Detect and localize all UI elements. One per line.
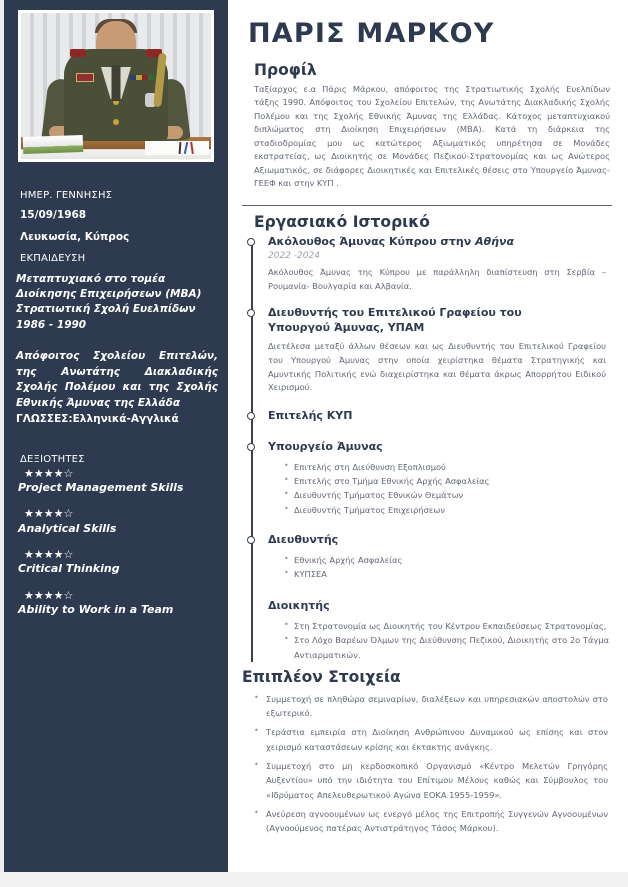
education-degree <box>16 272 218 333</box>
profile-section <box>242 61 612 191</box>
list-item: • ΚΥΠΣΕΑ <box>284 567 612 581</box>
list-item: • Εθνικής Αρχής Ασφαλείας <box>284 553 612 567</box>
extra-section-title: Επιπλέον Στοιχεία <box>242 667 401 686</box>
work-history-title: Εργασιακό Ιστορικό <box>254 212 430 231</box>
main-content <box>228 0 628 872</box>
education-paragraph: Απόφοιτος Σχολείου Επιτελών, της Ανωτάτης Διακλαδικής Σχολής Πολέμου και της Σχολής Εθνικής Άμυνας της Ελλάδα <box>16 349 218 410</box>
birth-heading: ΗΜΕΡ. ΓΕΝΝΗΣΗΣ <box>20 190 113 201</box>
education-line-3: Στρατιωτική Σχολή Ευελπίδων <box>16 303 196 316</box>
list-item: • Διευθυντής Τμήματος Επιχειρήσεων <box>284 503 612 517</box>
birth-place: Λευκωσία, Κύπρος <box>20 231 130 243</box>
timeline-entry <box>268 533 612 581</box>
photo-papers-right <box>145 141 209 155</box>
timeline-role: Διοικητής <box>268 599 330 613</box>
timeline-role: Διευθυντής του Επιτελικού Γραφείου του Υπουργού Άμυνας, ΥΠΑΜ <box>268 305 522 334</box>
education-heading: ΕΚΠΑΙΔΕΥΣΗ <box>20 253 86 264</box>
photo-papers-left <box>23 135 84 154</box>
timeline-dot-icon <box>247 443 255 451</box>
list-item: • Επιτελής στη Διεύθυνση Εξοπλισμού <box>284 460 612 474</box>
skill-label: Project Management Skills <box>18 480 184 494</box>
list-item: • Συμμετοχή στο μη κερδοσκοπικό Οργανισμό «Κέντρο Μελετών Γρηγόρης Αυξεντίου» υπό την ιδιότητα του Επίτιμου Μέλους καθώς και Σύμβουλος του «Ιδρύματος Απελευθερωτικού Αγώνα ΕΟΚΑ 1955-1959». <box>254 759 612 802</box>
list-item: • Στο Λόχο Βαρέων Όλμων της Διεύθυνσης Πεζικού, Διοικητής στο 2ο Τάγμα Αντιαρματικών. <box>284 633 612 662</box>
profile-photo-frame <box>18 10 214 162</box>
work-timeline <box>242 235 612 662</box>
list-item: • Διευθυντής Τμήματος Εθνικών Θεμάτων <box>284 488 612 502</box>
profile-text: Ταξίαρχος ε.α Πάρις Μάρκου, απόφοιτος της Στρατιωτικής Σχολής Ευελπίδων τάξης 1990. Απόφοιτος του Σχολείου Επιτελών, της Ανωτάτης Διακλαδικής Σχολής Πολέμου και της Σχολής Εθνικής Άμυνας της Ελλάδας. Κάτοχος μεταπτυχιακού διπλώματος στη Διοίκηση Επιχειρήσεων (MBA). Κατά τη διάρκεια της σταδιοδρομίας μου ως κατώτερος Αξιωματικός υπηρέτησα σε Μονάδες εκστρατείας, ως Διοικητής σε Μονάδες Πεζικού-Στρατονομίας και ως Ανώτερος Αξιωματικός, σε διάφορες Διοικητικές και Επιτελικές θέσεις στο Υπουργείο Άμυνας-ΓΕΕΦ και στην ΚΥΠ . <box>254 84 610 189</box>
timeline-role-location: Αθήνα <box>475 234 515 248</box>
work-history-section <box>242 213 612 662</box>
birth-date: 15/09/1968 <box>20 209 87 221</box>
skill-label: Ability to Work in a Team <box>18 603 174 617</box>
star-rating-icon: ★★★★☆ <box>24 548 74 562</box>
skills-block <box>4 454 228 617</box>
timeline-role-main: Ακόλουθος Άμυνας Κύπρου στην <box>268 234 476 248</box>
timeline-role: Διευθυντής <box>268 532 339 546</box>
list-item: • Επιτελής στο Τμήμα Εθνικής Αρχής Ασφαλείας <box>284 474 612 488</box>
skill-item <box>18 590 218 617</box>
timeline-role: Επιτελής ΚΥΠ <box>268 409 353 423</box>
photo-epaulet-left <box>70 49 86 57</box>
section-divider <box>242 205 612 206</box>
list-item: • Στη Στρατονομία ως Διοικητής του Κέντρου Εκπαιδεύσεως Στρατονομίας, <box>284 619 612 633</box>
skill-item <box>18 549 218 576</box>
skill-item <box>18 508 218 535</box>
timeline-description: Διετέλεσα μεταξύ άλλων θέσεων και ως Διευθυντής του Επιτελικού Γραφείου του Υπουργού Άμυνας στην οποία χειρίστηκα θέματα Στρατηγικής και Αμυντικής Πολιτικής ενώ διαχειρίστηκα και θέματα άκρως Απορρήτου Ειδικού Χειρισμού. <box>268 341 606 393</box>
star-rating-icon: ★★★★☆ <box>24 507 74 521</box>
skill-label: Critical Thinking <box>18 562 120 576</box>
extra-section <box>242 668 612 835</box>
star-rating-icon: ★★★★☆ <box>24 589 74 603</box>
list-item: • Συμμετοχή σε πληθώρα σεμιναρίων, διαλέξεων και υπηρεσιακών αποστολών στο εξωτερικό. <box>254 692 612 721</box>
timeline-bullet-list <box>284 553 612 582</box>
photo-medal-ribbon <box>130 75 154 80</box>
timeline-dot-icon <box>247 412 255 420</box>
extra-bullet-list <box>254 692 612 835</box>
skill-item <box>18 468 218 495</box>
education-line-2: Διοίκησης Επιχειρήσεων (ΜΒΑ) <box>16 288 202 301</box>
list-item: • Ανεύρεση αγνοουμένων ως ενεργό μέλος της Επιτροπής Συγγενών Αγνοουμένων (Αγνοούμενος πατέρας Αντιστράτηγος Τάσος Μάρκου). <box>254 807 612 836</box>
education-line-4: 1986 - 1990 <box>16 318 87 331</box>
timeline-dot-icon <box>247 536 255 544</box>
skills-heading: ΔΕΞΙΟΤΗΤΕΣ <box>20 453 85 465</box>
timeline-entry <box>268 599 612 662</box>
education-languages: ΓΛΩΣΣΕΣ:Ελληνικά-Αγγλικά <box>16 412 179 425</box>
birth-block <box>4 190 228 243</box>
profile-photo <box>21 13 211 159</box>
timeline-role <box>268 235 612 250</box>
education-block <box>4 253 228 428</box>
timeline-entry <box>268 306 612 395</box>
sidebar <box>4 0 228 872</box>
timeline-entry <box>268 440 612 517</box>
timeline-axis-line <box>251 241 253 662</box>
star-rating-icon: ★★★★☆ <box>24 466 74 480</box>
timeline-dot-icon <box>247 238 255 246</box>
timeline-entry <box>268 235 612 294</box>
timeline-entry <box>268 409 612 424</box>
timeline-role: Υπουργείο Άμυνας <box>268 440 383 453</box>
list-item: • Τεράστια εμπειρία στη Διοίκηση Ανθρώπινου Δυναμικού ως επίσης και στον χειρισμό καταστάσεων κρίσης και έκτακτης ανάγκης. <box>254 725 612 754</box>
photo-aiguillette <box>153 53 167 108</box>
photo-necktie <box>112 65 121 101</box>
timeline-bullet-list <box>284 460 612 517</box>
timeline-bullet-list <box>284 619 612 662</box>
education-line-1: Μεταπτυχιακό στο τομέα <box>16 273 166 285</box>
page-bottom-strip <box>0 872 628 887</box>
timeline-date: 2022 -2024 <box>268 251 320 262</box>
page-title: ΠΑΡΙΣ ΜΑΡΚΟΥ <box>248 18 495 49</box>
timeline-dot-icon <box>247 309 255 317</box>
skill-label: Analytical Skills <box>18 521 117 535</box>
photo-button-3 <box>113 119 119 125</box>
profile-section-title: Προφίλ <box>254 61 317 79</box>
timeline-description: Ακόλουθος Άμυνας της Κύπρου με παράλληλη διαπίστευση στη Σερβία – Ρουμανία- Βουλγαρία και Αλβανία. <box>268 267 606 292</box>
photo-name-badge <box>76 73 94 82</box>
